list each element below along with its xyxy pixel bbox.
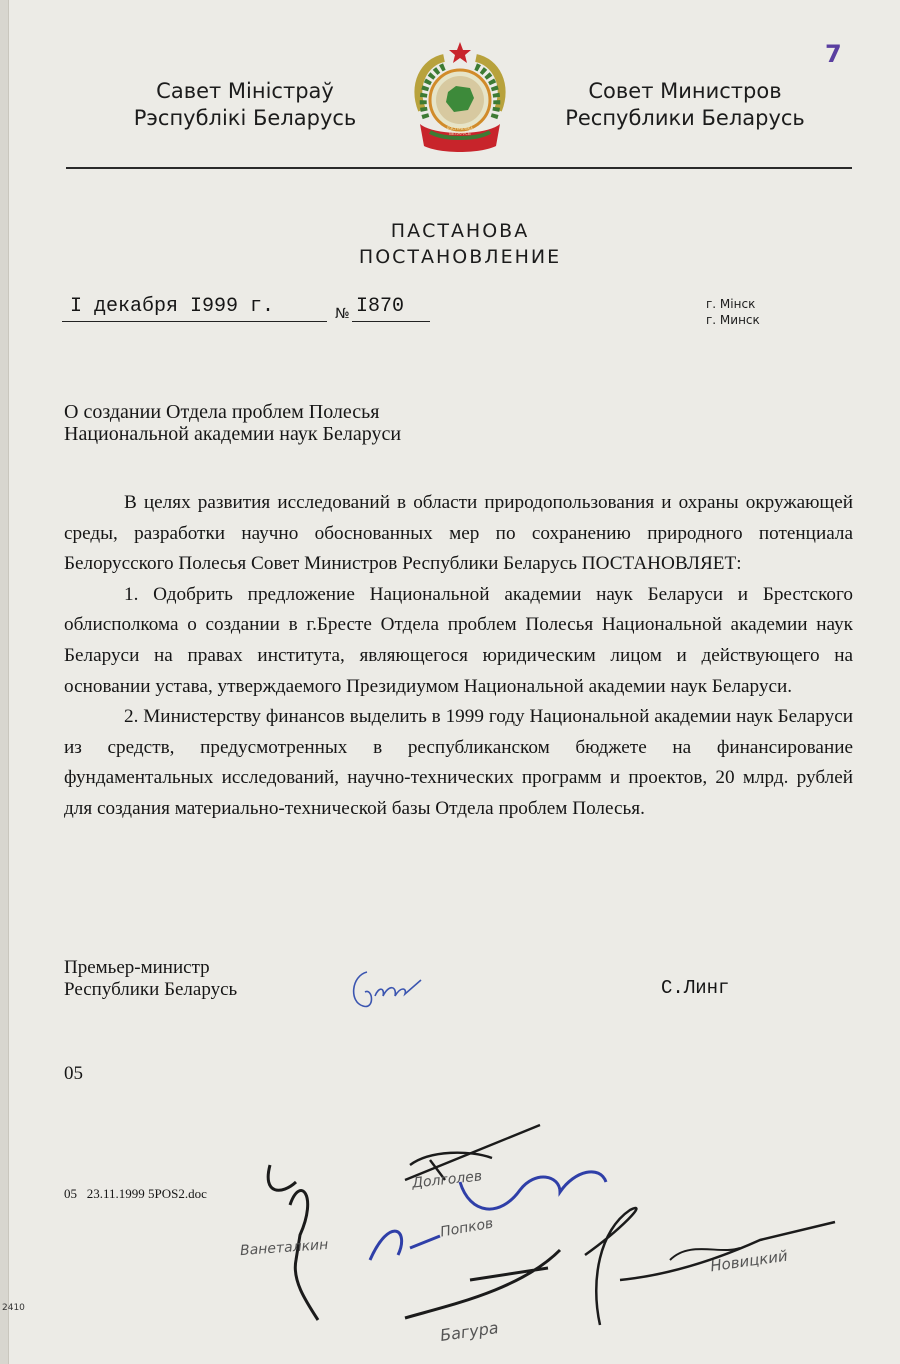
- visa-note-bagura: Багура: [438, 1318, 500, 1345]
- emblem-text: РЭСПУБЛІКА БЕЛАРУСЬ: [447, 126, 473, 136]
- visa-note-vanetalkin: Ванеталкин: [239, 1236, 329, 1260]
- subject-line2: Национальной академии наук Беларуси: [64, 423, 402, 445]
- visa-note-dolgolev: Долголев: [411, 1168, 483, 1192]
- visa-note-novitsky: Новицкий: [709, 1246, 789, 1276]
- title-belarusian: ПАСТАНОВА: [390, 220, 530, 242]
- visa-note-popkov: Попков: [439, 1215, 495, 1241]
- preamble-paragraph: В целях развития исследований в области природопользования и охраны окружающей среды, разработки научно обоснованных мер по сохранению природного потенциала Белорусского Полесья Совет Министров Республики Беларусь ПОСТАНОВЛЯЕТ:: [64, 492, 853, 575]
- subject-line1: О создании Отдела проблем Полесья: [64, 401, 380, 423]
- item-1-paragraph: 1. Одобрить предложение Национальной академии наук Беларуси и Брестского облисполкома о создании в г.Бресте Отдела проблем Полесья Национальной академии наук Беларуси на правах института, являющегося юридическим лицом и действующего на основании устава, утверждаемого Президиумом Национальной академии наук Беларуси.: [64, 583, 853, 697]
- item-2-paragraph: 2. Министерству финансов выделить в 1999 году Национальной академии наук Беларуси из средств, предусмотренных в республиканском бюджете на финансирование фундаментальных исследований, научно-технических программ и проектов, 20 млрд. рублей для создания материально-технической базы Отдела проблем Полесья.: [64, 706, 853, 819]
- file-reference: 05 23.11.1999 5POS2.doc: [64, 1186, 207, 1201]
- document-date: I декабря I999 г.: [70, 295, 275, 318]
- city-belarusian: г. Мінск: [706, 297, 756, 311]
- signatory-name: С.Линг: [661, 977, 730, 999]
- header-right-line2: Республики Беларусь: [565, 106, 805, 130]
- city-russian: г. Минск: [706, 313, 760, 327]
- archive-margin-number: 2410: [2, 1303, 25, 1313]
- archive-page-number: 7: [825, 40, 842, 68]
- document-number: I870: [356, 295, 405, 318]
- document-code: 05: [64, 1063, 83, 1084]
- number-label: №: [335, 306, 350, 322]
- position-line2: Республики Беларусь: [64, 979, 238, 1000]
- position-line1: Премьер-министр: [64, 957, 210, 978]
- header-left-line1: Савет Міністраў: [156, 79, 334, 103]
- header-left-line2: Рэспублікі Беларусь: [133, 106, 357, 130]
- title-russian: ПОСТАНОВЛЕНИЕ: [358, 246, 562, 268]
- header-right-line1: Совет Министров: [588, 79, 782, 103]
